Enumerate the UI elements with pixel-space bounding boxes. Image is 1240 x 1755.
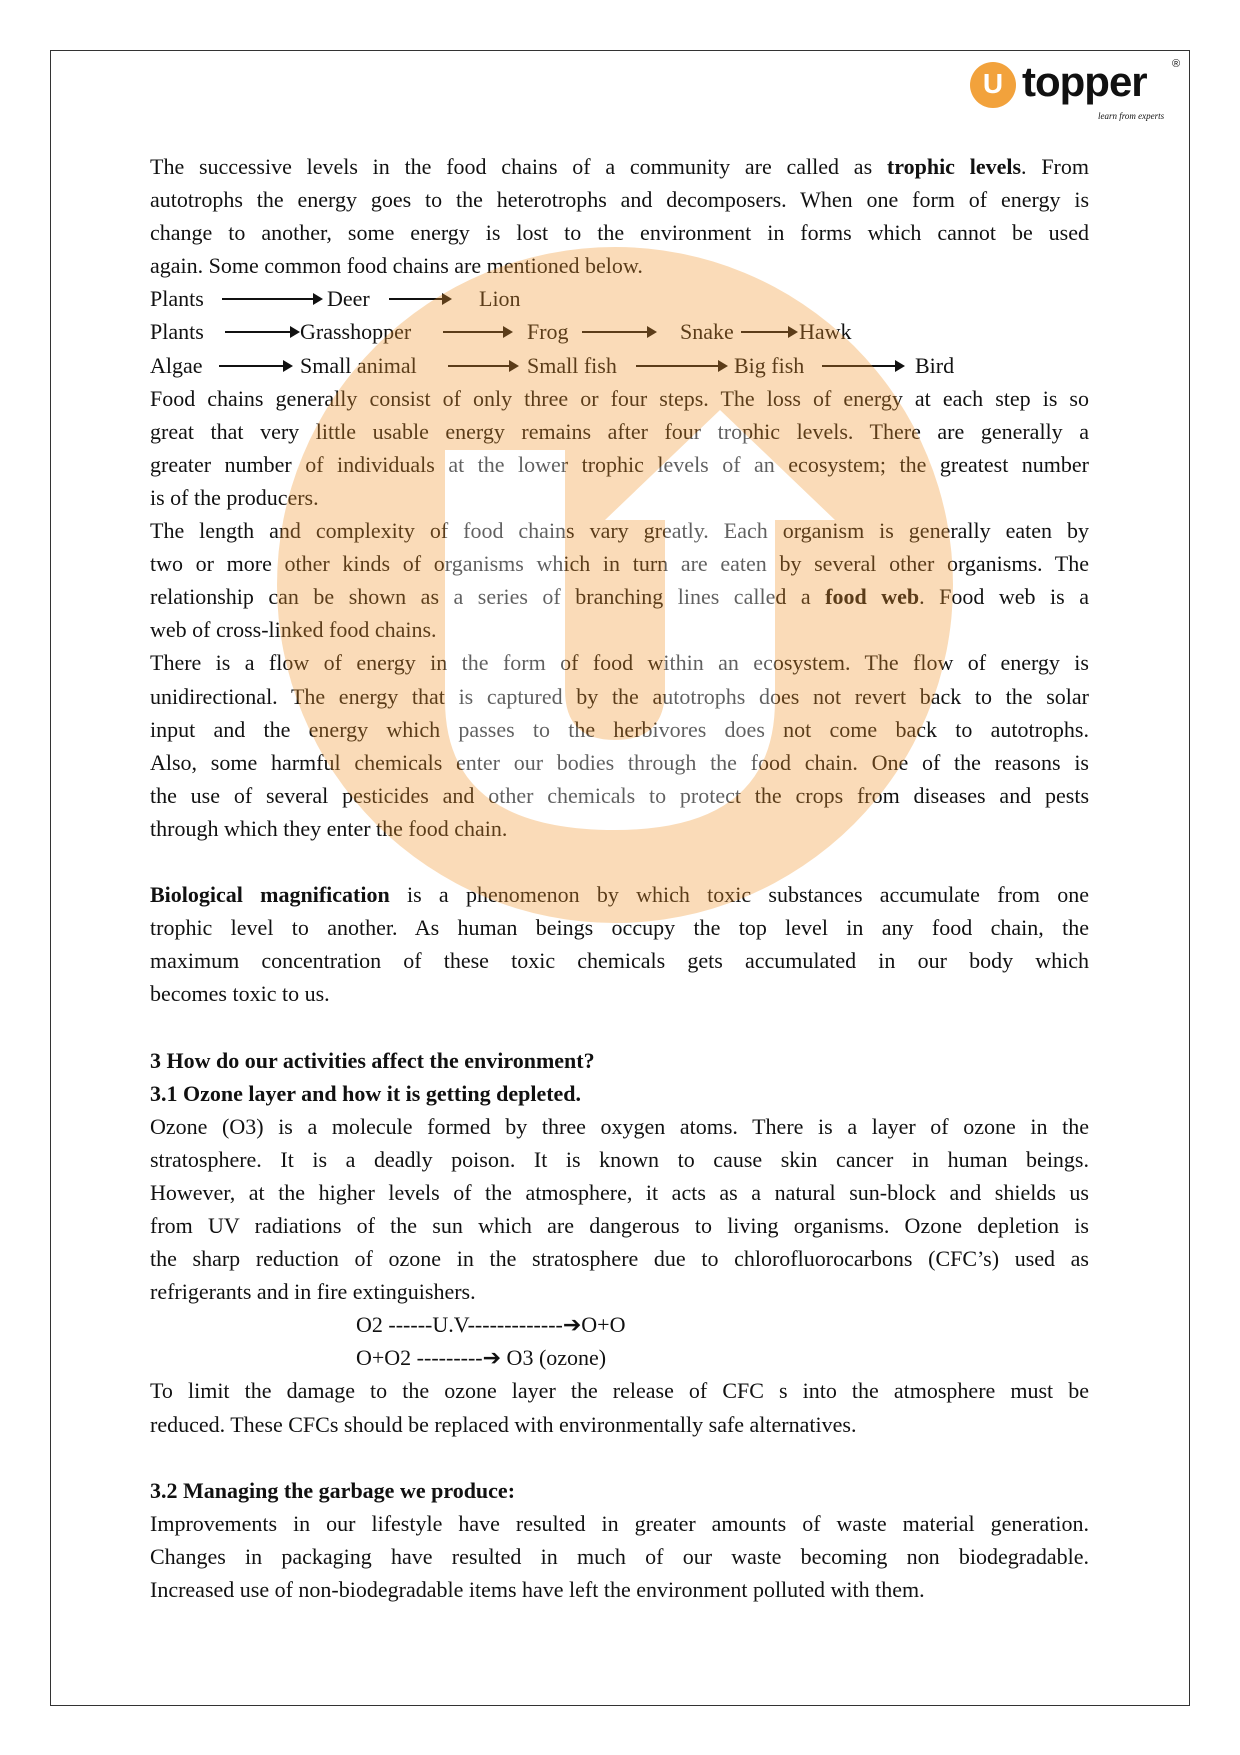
text-run: To limit the damage to the ozone layer the release of CFC s into the atmosphere must be [150, 1378, 1089, 1404]
text-line [150, 845, 1089, 878]
text-line [150, 613, 1089, 646]
text-run: is of the producers. [150, 484, 319, 510]
text-run: is a phenomenon by which toxic substances accumulate from one [389, 882, 1089, 908]
bold-term: Biological magnification [150, 882, 390, 908]
organism-label: Bird [915, 352, 955, 378]
text-run: stratosphere. It is a deadly poison. It is known to cause skin cancer in human beings. [150, 1146, 1089, 1172]
text-line [150, 1507, 1089, 1540]
text-run: unidirectional. The energy that is captured by the autotrophs does not revert back to the solar [150, 683, 1089, 709]
arrow-icon [443, 331, 511, 333]
text-run: Improvements in our lifestyle have resulted in greater amounts of waste material generation. [150, 1510, 1089, 1536]
text-line [150, 1374, 1089, 1407]
organism-label: Plants [150, 319, 204, 345]
text-run: refrigerants and in fire extinguishers. [150, 1279, 476, 1305]
text-run: Food chains generally consist of only three or four steps. The loss of energy at each step is so [150, 385, 1089, 411]
text-line [150, 1110, 1089, 1143]
arrow-icon [582, 331, 655, 333]
food-chain-row [150, 349, 1089, 382]
text-run: from UV radiations of the sun which are dangerous to living organisms. Ozone depletion is [150, 1213, 1089, 1238]
text-line [150, 977, 1089, 1010]
arrow-icon [225, 331, 298, 333]
organism-label: Small animal [300, 352, 417, 378]
text-line [150, 1143, 1089, 1176]
utopper-logo [970, 58, 1185, 128]
text-line [150, 448, 1089, 481]
chemical-equation: O+O2 ---------➔ O3 (ozone) [356, 1345, 607, 1371]
text-line [150, 547, 1089, 580]
text-run: relationship can be shown as a series of branching lines called a [150, 584, 826, 610]
organism-label: Hawk [799, 319, 852, 345]
text-run: again. Some common food chains are mentioned below. [150, 253, 643, 279]
text-line [150, 646, 1089, 679]
text-line [150, 415, 1089, 448]
text-line [150, 812, 1089, 845]
text-line [150, 382, 1089, 415]
text-line [150, 1474, 1089, 1507]
text-run: trophic level to another. As human beings occupy the top level in any food chain, the [150, 915, 1089, 941]
bold-term: food web [825, 584, 920, 610]
organism-label: Plants [150, 286, 204, 312]
organism-label: Grasshopper [300, 319, 412, 345]
bold-term: 3.1 Ozone layer and how it is getting depleted. [150, 1080, 582, 1106]
text-run: . From [1021, 154, 1089, 179]
text-run: Ozone (O3) is a molecule formed by three oxygen atoms. There is a layer of ozone in the [150, 1113, 1089, 1139]
arrow-icon [219, 365, 291, 367]
text-line [150, 1275, 1089, 1308]
registered-mark: ® [1172, 58, 1181, 70]
text-line [150, 680, 1089, 713]
arrow-icon [636, 365, 726, 367]
logo-tagline: learn from experts [1098, 111, 1165, 121]
text-line [150, 1176, 1089, 1209]
text-line [150, 1242, 1089, 1275]
text-run: autotrophs the energy goes to the heterotrophs and decomposers. When one form of energy is [150, 187, 1089, 213]
arrow-icon [822, 365, 903, 367]
organism-label: Big fish [734, 352, 805, 378]
text-line [150, 911, 1089, 944]
text-line [150, 1077, 1089, 1110]
organism-label: Snake [680, 319, 734, 345]
text-run: Also, some harmful chemicals enter our bodies through the food chain. One of the reasons is [150, 749, 1089, 775]
text-run: through which they enter the food chain. [150, 815, 508, 841]
text-run: reduced. These CFCs should be replaced with environmentally safe alternatives. [150, 1411, 857, 1437]
text-line [150, 514, 1089, 547]
text-run: The successive levels in the food chains of a community are called as [150, 154, 887, 179]
text-run: the use of several pesticides and other chemicals to protect the crops from diseases and pests [150, 782, 1089, 808]
bold-term: 3.2 Managing the garbage we produce: [150, 1477, 516, 1503]
text-run: greater number of individuals at the lower trophic levels of an ecosystem; the greatest number [150, 451, 1089, 477]
text-run: maximum concentration of these toxic chemicals gets accumulated in our body which [150, 948, 1089, 974]
text-line [150, 779, 1089, 812]
text-line [150, 1408, 1089, 1441]
text-run: change to another, some energy is lost to the environment in forms which cannot be used [150, 220, 1089, 246]
organism-label: Lion [479, 286, 521, 312]
text-line [150, 1010, 1089, 1043]
document-body [150, 150, 1089, 1606]
arrow-icon [222, 298, 321, 300]
text-run: two or more other kinds of organisms which in turn are eaten by several other organisms. The [150, 551, 1089, 577]
text-run: great that very little usable energy remains after four trophic levels. There are generally a [150, 418, 1089, 444]
text-line [150, 183, 1089, 216]
text-run: becomes toxic to us. [150, 981, 330, 1007]
text-line [150, 580, 1089, 613]
text-run: input and the energy which passes to the herbivores does not come back to autotrophs. [150, 716, 1089, 742]
food-chain-row [150, 282, 1089, 315]
text-line [150, 216, 1089, 249]
text-line [150, 249, 1089, 282]
organism-label: Algae [150, 352, 203, 378]
text-line [150, 746, 1089, 779]
text-line [150, 713, 1089, 746]
text-line [150, 1044, 1089, 1077]
food-chain-row [150, 315, 1089, 348]
text-line [150, 481, 1089, 514]
text-line [150, 1209, 1089, 1242]
text-line [150, 150, 1089, 183]
organism-label: Small fish [527, 352, 617, 378]
chemical-equation: O2 ------U.V-------------➔O+O [356, 1312, 626, 1338]
text-line [150, 1573, 1089, 1606]
text-run: web of cross-linked food chains. [150, 617, 437, 643]
logo-mark-icon: U [970, 62, 1016, 108]
arrow-icon [448, 365, 517, 367]
bold-term: trophic levels [886, 154, 1022, 179]
text-run: There is a flow of energy in the form of food within an ecosystem. The flow of energy is [150, 650, 1089, 676]
arrow-icon [389, 298, 450, 300]
text-run: the sharp reduction of ozone in the stratosphere due to chlorofluorocarbons (CFC’s) used as [150, 1246, 1089, 1272]
text-line [150, 944, 1089, 977]
text-line [150, 1441, 1089, 1474]
arrow-icon [741, 331, 796, 333]
text-line [150, 878, 1089, 911]
organism-label: Frog [527, 319, 569, 345]
text-run: The length and complexity of food chains vary greatly. Each organism is generally eaten by [150, 518, 1089, 544]
organism-label: Deer [327, 286, 370, 312]
text-run: Changes in packaging have resulted in much of our waste becoming non biodegradable. [150, 1543, 1089, 1569]
logo-word: topper [1022, 58, 1147, 105]
text-line [150, 1540, 1089, 1573]
bold-term: 3 How do our activities affect the environment? [150, 1047, 595, 1073]
text-run: However, at the higher levels of the atmosphere, it acts as a natural sun-block and shields us [150, 1179, 1089, 1205]
text-run: Increased use of non-biodegradable items have left the environment polluted with them. [150, 1577, 925, 1603]
text-run: . Food web is a [919, 584, 1090, 610]
